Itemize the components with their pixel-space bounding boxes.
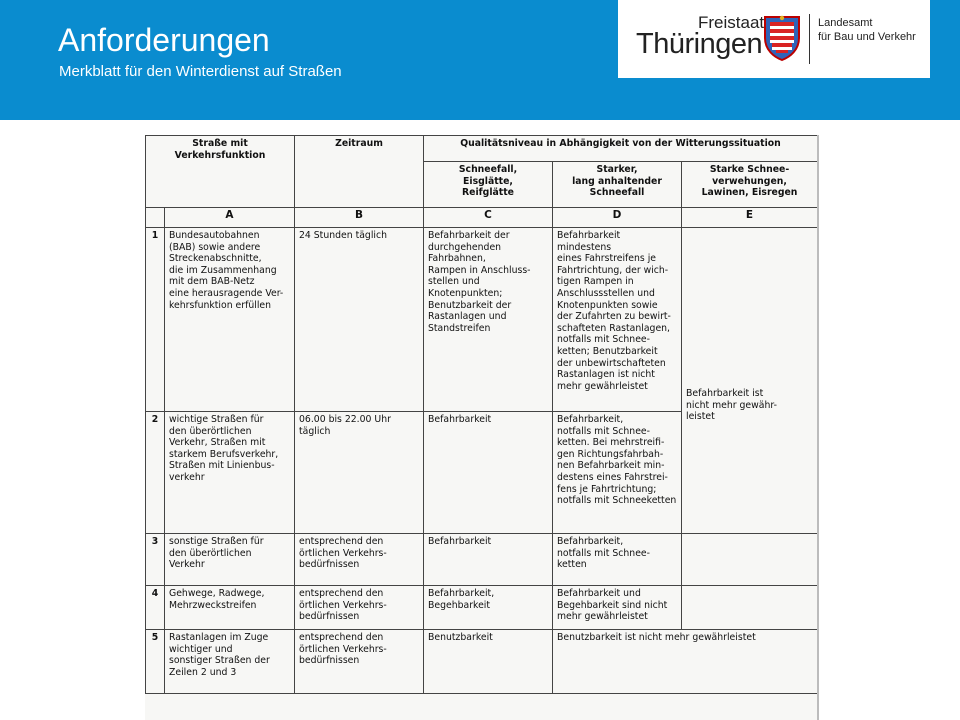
street-type-cell: Gehwege, Radwege, Mehrzweckstreifen bbox=[165, 586, 295, 630]
quality-d-cell: Befahrbarkeit mindestens eines Fahrstreifens je Fahrtrichtung, der wich- tigen Rampen in Anschlussstellen und Knotenpunkten sowie der Zufahrten zu bewirt- schafteten Rastanlagen, notfalls mit Schnee- ketten; Benutzbarkeit der unbewirtschafteten Rastanlagen ist nicht mehr gewährleistet bbox=[553, 228, 682, 412]
header-banner bbox=[0, 0, 960, 120]
quality-de-cell: Benutzbarkeit ist nicht mehr gewährleistet bbox=[553, 630, 818, 694]
table-row bbox=[146, 630, 818, 694]
street-type-cell: Bundesautobahnen (BAB) sowie andere Streckenabschnitte, die im Zusammenhang mit dem BAB-Netz eine herausragende Ver- kehrsfunktion erfüllen bbox=[165, 228, 295, 412]
table-row bbox=[146, 228, 818, 412]
logo-agency-line1: Landesamt bbox=[818, 17, 873, 29]
time-cell: entsprechend den örtlichen Verkehrs- bedürfnissen bbox=[295, 630, 424, 694]
quality-d-cell: Befahrbarkeit, notfalls mit Schnee- ketten bbox=[553, 534, 682, 586]
quality-e-text: Befahrbarkeit ist nicht mehr gewähr- leistet bbox=[686, 388, 777, 423]
coat-of-arms-icon bbox=[762, 14, 802, 62]
header-time-column: Zeitraum bbox=[295, 136, 424, 208]
quality-c-cell: Befahrbarkeit bbox=[424, 412, 553, 534]
quality-e-cell bbox=[682, 534, 818, 586]
street-type-cell: Rastanlagen im Zuge wichtiger und sonstiger Straßen der Zeilen 2 und 3 bbox=[165, 630, 295, 694]
row-number: 1 bbox=[146, 228, 165, 412]
quality-e-cell bbox=[682, 228, 818, 534]
time-cell: entsprechend den örtlichen Verkehrs- bedürfnissen bbox=[295, 534, 424, 586]
time-cell: 06.00 bis 22.00 Uhr täglich bbox=[295, 412, 424, 534]
page-subtitle: Merkblatt für den Winterdienst auf Straßen bbox=[59, 63, 342, 80]
table-row bbox=[146, 534, 818, 586]
quality-c-cell: Benutzbarkeit bbox=[424, 630, 553, 694]
row-number: 2 bbox=[146, 412, 165, 534]
column-letter-e: E bbox=[682, 208, 818, 228]
column-letter-b: B bbox=[295, 208, 424, 228]
header-quality-e: Starke Schnee- verwehungen, Lawinen, Eisregen bbox=[682, 162, 818, 208]
thueringen-logo bbox=[618, 0, 930, 78]
row-number: 5 bbox=[146, 630, 165, 694]
header-quality-group: Qualitätsniveau in Abhängigkeit von der Witterungssituation bbox=[424, 136, 818, 162]
quality-e-cell bbox=[682, 586, 818, 630]
column-letter-c: C bbox=[424, 208, 553, 228]
time-cell: entsprechend den örtlichen Verkehrs- bedürfnissen bbox=[295, 586, 424, 630]
quality-c-cell: Befahrbarkeit der durchgehenden Fahrbahnen, Rampen in Anschluss- stellen und Knotenpunkten; Benutzbarkeit der Rastanlagen und Standstreifen bbox=[424, 228, 553, 412]
header-quality-d: Starker, lang anhaltender Schneefall bbox=[553, 162, 682, 208]
requirements-table-scan bbox=[145, 135, 819, 720]
letter-spacer bbox=[146, 208, 165, 228]
row-number: 4 bbox=[146, 586, 165, 630]
page-title: Anforderungen bbox=[58, 22, 270, 58]
time-cell: 24 Stunden täglich bbox=[295, 228, 424, 412]
header-quality-c: Schneefall, Eisglätte, Reifglätte bbox=[424, 162, 553, 208]
table-row bbox=[146, 586, 818, 630]
logo-agency-line2: für Bau und Verkehr bbox=[818, 31, 916, 43]
street-type-cell: sonstige Straßen für den überörtlichen Verkehr bbox=[165, 534, 295, 586]
column-letter-d: D bbox=[553, 208, 682, 228]
logo-divider bbox=[809, 14, 810, 64]
row-number: 3 bbox=[146, 534, 165, 586]
column-letter-a: A bbox=[165, 208, 295, 228]
quality-c-cell: Befahrbarkeit, Begehbarkeit bbox=[424, 586, 553, 630]
column-letter-row bbox=[146, 208, 818, 228]
quality-d-cell: Befahrbarkeit und Begehbarkeit sind nicht mehr gewährleistet bbox=[553, 586, 682, 630]
requirements-table bbox=[145, 135, 818, 694]
quality-d-cell: Befahrbarkeit, notfalls mit Schnee- ketten. Bei mehrstreifi- gen Richtungsfahrbah- nen Befahrbarkeit min- destens eines Fahrstrei- fens je Fahrtrichtung; notfalls mit Schneeketten bbox=[553, 412, 682, 534]
street-type-cell: wichtige Straßen für den überörtlichen Verkehr, Straßen mit starkem Berufsverkehr, Straßen mit Linienbus- verkehr bbox=[165, 412, 295, 534]
quality-c-cell: Befahrbarkeit bbox=[424, 534, 553, 586]
logo-thueringen-text: Thüringen bbox=[636, 28, 763, 60]
header-street-column: Straße mit Verkehrsfunktion bbox=[146, 136, 295, 208]
logo-freistaat-text: Freistaat bbox=[698, 13, 765, 32]
